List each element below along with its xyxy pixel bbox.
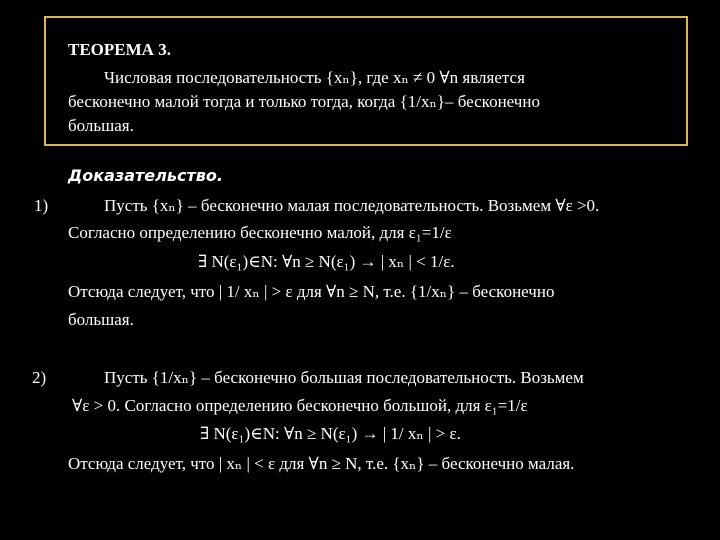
part-1-line-4: Отсюда следует, что | 1/ xₙ | > ε для ∀n ≥ N, т.е. {1/xₙ} – бесконечно xyxy=(68,282,555,301)
theorem-line-3: большая. xyxy=(68,116,134,135)
part-1-number: 1) xyxy=(34,196,49,215)
part-1-line-3: ∃ N(ε₁)∈N: ∀n ≥ N(ε₁) → | xₙ | < 1/ε. xyxy=(198,252,455,271)
theorem-line-2: бесконечно малой тогда и только тогда, когда {1/xₙ}– бесконечно xyxy=(68,92,540,111)
proof-heading: Доказательство. xyxy=(68,166,223,185)
part-2-line-1: Пусть {1/xₙ} – бесконечно большая последовательность. Возьмем xyxy=(104,368,584,387)
part-2-line-2: ∀ε > 0. Согласно определению бесконечно большой, для ε₁=1/ε xyxy=(72,396,528,415)
theorem-title: ТЕОРЕМА 3. xyxy=(68,40,171,59)
part-1-line-2: Согласно определению бесконечно малой, для ε₁=1/ε xyxy=(68,223,452,242)
part-2-line-4: Отсюда следует, что | xₙ | < ε для ∀n ≥ N, т.е. {xₙ} – бесконечно малая. xyxy=(68,454,575,473)
part-1-line-5: большая. xyxy=(68,310,134,329)
theorem-line-1: Числовая последовательность {xₙ}, где xₙ ≠ 0 ∀n является xyxy=(104,68,525,87)
part-1-line-1: Пусть {xₙ} – бесконечно малая последовательность. Возьмем ∀ε >0. xyxy=(104,196,600,215)
part-2-line-3: ∃ N(ε₁)∈N: ∀n ≥ N(ε₁) → | 1/ xₙ | > ε. xyxy=(200,424,461,443)
part-2-number: 2) xyxy=(32,368,47,387)
